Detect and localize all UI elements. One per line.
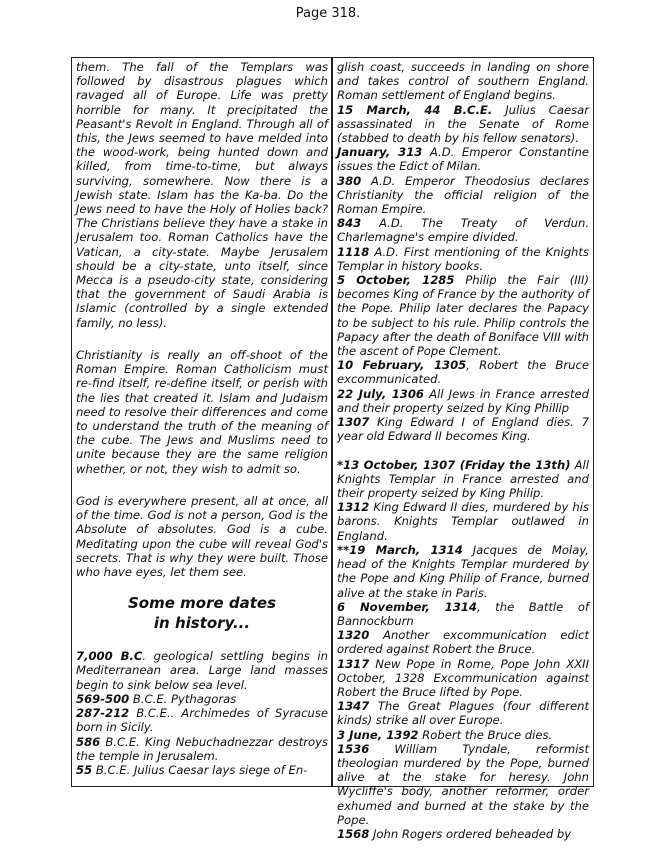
entry-date: 6 November, 1314 <box>337 599 477 614</box>
heading-line: in history... <box>153 614 251 633</box>
entry-text: New Pope in Rome, Pope John XXII October, 1328 Excommunication against Robert the Bruce lifted by Pope. <box>337 656 589 699</box>
date-entry <box>337 827 589 841</box>
entry-date: 22 July, 1306 <box>337 386 425 401</box>
entry-text: B.C.E.. Archimedes of Syracuse born in Sicily. <box>76 706 328 735</box>
date-entry <box>337 174 589 217</box>
entry-text: A.D. The Treaty of Verdun. Charlemagne's empire divided. <box>337 216 589 245</box>
entry-text: Robert the Bruce dies. <box>418 727 553 742</box>
date-entry <box>337 628 589 656</box>
date-entry <box>337 699 589 727</box>
entry-date: **19 March, 1314 <box>337 542 463 557</box>
entry-date: 1317 <box>337 656 370 671</box>
date-entry <box>76 692 328 706</box>
entry-text: King Edward I of England dies. 7 year old Edward II becomes King. <box>337 415 589 444</box>
entry-text: William Tyndale, reformist theologian murdered by the Pope, burned alive at the stake for heresy. John Wycliffe's body, another reformer, order exhumed and burned at the stake by the Pope. <box>337 741 589 827</box>
date-entry <box>337 657 589 700</box>
date-entry <box>337 728 589 742</box>
date-entry <box>337 273 589 358</box>
date-entry <box>337 415 589 443</box>
date-entry <box>337 458 589 501</box>
date-entry <box>337 60 589 103</box>
entry-text: A.D. Emperor Constantine issues the Edict of Milan. <box>337 145 590 174</box>
entry-text: glish coast, succeeds in landing on shore and takes control of southern England. Roman settlement of England begins. <box>337 60 589 103</box>
entry-date: 3 June, 1392 <box>337 727 419 742</box>
page-number: Page 318. <box>295 6 361 21</box>
date-entry <box>337 600 589 628</box>
column-divider <box>331 57 333 787</box>
date-entry <box>76 735 328 763</box>
date-list <box>337 458 589 841</box>
entry-text: Philip the Fair (III) becomes King of France by the authority of the Pope. Philip later declares the Papacy to be subject to his rule. Philip controls the Papacy after the death of Boniface VIII with the ascent of Pope Clement. <box>337 273 590 359</box>
entry-text: John Rogers ordered beheaded by <box>369 826 572 841</box>
entry-date: January, 313 <box>337 145 423 160</box>
date-entry <box>337 145 589 173</box>
date-entry <box>337 245 589 273</box>
section-heading <box>76 593 328 633</box>
entry-text: The Great Plagues (four different kinds) strike all over Europe. <box>337 699 589 728</box>
entry-text: Another excommunication edict ordered against Robert the Bruce. <box>337 628 589 657</box>
entry-text: , the Battle of Bannockburn <box>337 599 590 628</box>
entry-date: 5 October, 1285 <box>337 273 455 288</box>
date-entry <box>337 387 589 415</box>
left-column <box>76 60 328 777</box>
date-entry <box>76 649 328 692</box>
date-entry <box>337 103 589 146</box>
entry-text: A.D. First mentioning of the Knights Templar in history books. <box>337 244 589 273</box>
entry-date: 287-212 <box>76 706 130 721</box>
entry-text: Julius Caesar assassinated in the Senate of Rome (stabbed to death by his fellow senators). <box>337 102 590 146</box>
entry-date: 55 <box>76 762 93 777</box>
heading-line: Some more dates <box>128 594 276 613</box>
entry-text: Jacques de Molay, head of the Knights Templar murdered by the Pope and King Philip of France, burned alive at the stake in Paris. <box>337 542 589 600</box>
entry-date: 1118 <box>337 244 370 259</box>
paragraph: them. The fall of the Templars was followed by disastrous plagues which ravaged all of Europe. Life was pretty horrible for many. It precipitated the Peasant's Revolt in England. Through all of this, the Jews seemed to have melded into the wood-work, being hunted down and killed, from time-to-time, but always surviving, somewhere. Now there is a Jewish state. Islam has the Ka-ba. Do the Jews need to have the Holy of Holies back? The Christians believe they have a stake in Jerusalem too. Roman Catholics have the Vatican, a city-state. Maybe Jerusalem should be a city-state, unto itself, since Mecca is a pseudo-city state, considering that the government of Saudi Arabia is Islamic (controlled by a single extended family, no less). <box>76 60 328 330</box>
right-column <box>337 60 589 841</box>
date-entry <box>76 763 328 777</box>
date-list <box>337 60 589 443</box>
entry-date: 843 <box>337 216 362 231</box>
date-entry <box>337 742 589 827</box>
entry-text: King Edward II dies, murdered by his barons. Knights Templar outlawed in England. <box>337 500 589 543</box>
entry-text: B.C.E. Pythagoras <box>129 691 237 706</box>
entry-date: 1307 <box>337 415 370 430</box>
entry-date: 1320 <box>337 628 370 643</box>
entry-text: . geological settling begins in Mediterranean area. Large land masses begin to sink below sea level. <box>76 649 328 692</box>
date-entry <box>76 706 328 734</box>
entry-date: 1536 <box>337 741 370 756</box>
date-list <box>76 649 328 777</box>
entry-date: 10 February, 1305 <box>337 358 467 373</box>
entry-date: 1312 <box>337 500 370 515</box>
entry-date: 1347 <box>337 699 370 714</box>
entry-text: B.C.E. Julius Caesar lays siege of En- <box>92 762 308 777</box>
entry-text: A.D. Emperor Theodosius declares Christianity the official religion of the Roman Empire. <box>337 173 589 217</box>
entry-date: 15 March, 44 B.C.E. <box>337 102 493 117</box>
entry-date: *13 October, 1307 (Friday the 13th) <box>337 457 571 472</box>
entry-date: 1568 <box>337 826 370 841</box>
date-entry <box>337 500 589 543</box>
entry-date: 380 <box>337 173 362 188</box>
paragraph: Christianity is really an off-shoot of the Roman Empire. Roman Catholicism must re-find itself, re-define itself, or perish with the lies that created it. Islam and Judaism need to resolve their differences and come to understand the truth of the meaning of the cube. The Jews and Muslims need to unite because they are the same religion whether, or not, they wish to admit so. <box>76 348 328 476</box>
entry-text: All Jews in France arrested and their property seized by King Phillip <box>337 386 590 415</box>
entry-date: 569-500 <box>76 691 130 706</box>
entry-text: , Robert the Bruce excommunicated. <box>337 358 589 387</box>
date-entry <box>337 358 589 386</box>
entry-text: All Knights Templar in France arrested and their property seized by King Philip. <box>337 457 589 501</box>
entry-date: 7,000 B.C <box>76 649 143 664</box>
date-entry <box>337 216 589 244</box>
entry-date: 586 <box>76 734 101 749</box>
date-entry <box>337 543 589 600</box>
paragraph: God is everywhere present, all at once, all of the time. God is not a person, God is the Absolute of absolutes. God is a cube. Meditating upon the cube will reveal God's secrets. That is why they were built. Those who have eyes, let them see. <box>76 494 328 580</box>
entry-text: B.C.E. King Nebuchadnezzar destroys the temple in Jerusalem. <box>76 734 328 763</box>
